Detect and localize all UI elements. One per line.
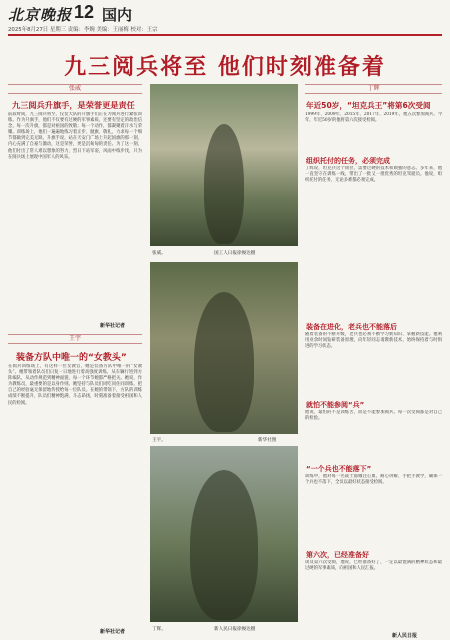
photo-caption: 张威。 (152, 251, 166, 256)
article-body-part-2: 丁辉说，坦克兵这个岗位，需要过硬的技术和顽强的意志。多年来，他一直坚守在训练一线，带出了一批又一批优秀的坦克驾驶员。他说，组织托付的任务，无论多难都必须完成。 (305, 166, 442, 184)
photo-caption-2: 王宇。 (152, 438, 166, 443)
section-subhead-3: 就怕不能参阅“兵” (306, 401, 365, 409)
photo-credit: 国工人日报徐俊达摄 (214, 251, 256, 256)
photo-credit-2: 新华社图 (258, 438, 277, 443)
article-author-2: 新华社记者 (100, 629, 126, 635)
section-subhead-5: 第六次，已经准备好 (306, 551, 369, 559)
article-body-part-3: 随着装备的不断升级，老兵也必须不断学习新知识、掌握新技能。他利用业余时间钻研装备原理，向年轻同志请教新技术，始终保持着与时俱进的学习状态。 (305, 332, 442, 350)
section-subhead-1: 组织托付的任务，必须完成 (306, 157, 390, 165)
section-subhead-2: 装备在进化，老兵也不能落后 (306, 323, 397, 331)
photo-female-coach (150, 262, 298, 434)
photo-tank-soldier (150, 446, 298, 622)
photo-flag-bearer (150, 84, 298, 246)
article-body-part-5: 训练中，他对每一名战士都倾注心血，耐心讲解、手把手教学，确保一个兵也不落下，全员以最好状态接受检阅。 (305, 474, 442, 486)
masthead (8, 4, 442, 34)
column-label-right: 丁辉 (305, 84, 442, 94)
section-title: 国内 (102, 6, 133, 24)
section-subhead-4: “一个兵也不能落下” (306, 465, 372, 473)
photo-caption-3: 丁辉。 (152, 627, 166, 632)
article-body-part-4: 他说，最怕的不是训练苦，而是不能参加阅兵。每一次受阅都是对自己的检验。 (305, 410, 442, 422)
article-title-flag-bearer: 九三阅兵升旗手，是荣誉更是责任 (12, 100, 135, 110)
page-headline: 九三阅兵将至 他们时刻准备着 (64, 55, 386, 80)
article-body-female-coach: 在阅兵训练场上，有这样一位女教官，她是装备方队中唯一的“女教头”。她带领着队员们日复一日地进行着高强度训练，从车辆行进到方阵编队，从动作规范到精神面貌，每一个环节她都严格把关。她说，作为教练员，最重要的是以身作则。她坚持与队员们同吃同住同训练，把自己的经验毫无保留地传授给每一位队员。在她的带领下，方队的训练成绩不断提升，队员们精神饱满、斗志昂扬，时刻准备着接受祖国和人民的检阅。 (8, 364, 142, 406)
article-body-part-1: 1999年、2009年、2015年、2017年、2019年，他五次参加阅兵。今年，年近50岁的他将第六次接受检阅。 (305, 112, 442, 124)
article-title-female-coach: 装备方队中唯一的“女教头” (16, 353, 127, 363)
article-body-part-6: 谈及第六次受阅，他说，已经准备好了，一定以最饱满的精神状态和最过硬的军事素质，向祖国和人民汇报。 (305, 560, 442, 572)
newspaper-logo: 北京晚报 (8, 6, 73, 24)
column-label-left-2: 王宇 (8, 334, 142, 344)
header-divider (8, 34, 442, 36)
column-label-left: 张威 (8, 84, 142, 94)
issue-meta: 2025年8月27日 星期三 责编：李婉 美编：王丽梅 校对：王宗 (8, 27, 158, 33)
photo-credit-3: 新人民日报徐俊达摄 (214, 627, 256, 632)
article-author-3: 新人民日报 (392, 633, 418, 639)
article-author: 新华社记者 (100, 323, 126, 329)
article-title-tank-soldier: 年近50岁，“坦克兵王”将第6次受阅 (306, 101, 431, 110)
article-body-flag-bearer: 前段时间，九三阅兵将至，仪仗大队的升旗手们正在为阅兵进行紧张训练。作为升旗手，他们不仅要有过硬的军事素质，还要有坚定的政治信念。每一次升旗，都是对祖国的致敬；每一个动作，都凝聚着汗水与荣耀。训练场上，他们一遍遍地练习着正步、抛旗、敬礼，力求每一个细节都做到完美无缺。升旗手说，站在天安门广场上升起国旗的那一刻，内心充满了自豪与激动，这是荣誉，更是沉甸甸的责任。为了这一刻，他们付出了常人难以想象的努力，烈日下站军姿，风雨中练步伐，只为在阅兵场上展现中国军人的风采。 (8, 112, 142, 160)
page-number: 12 (74, 2, 95, 22)
